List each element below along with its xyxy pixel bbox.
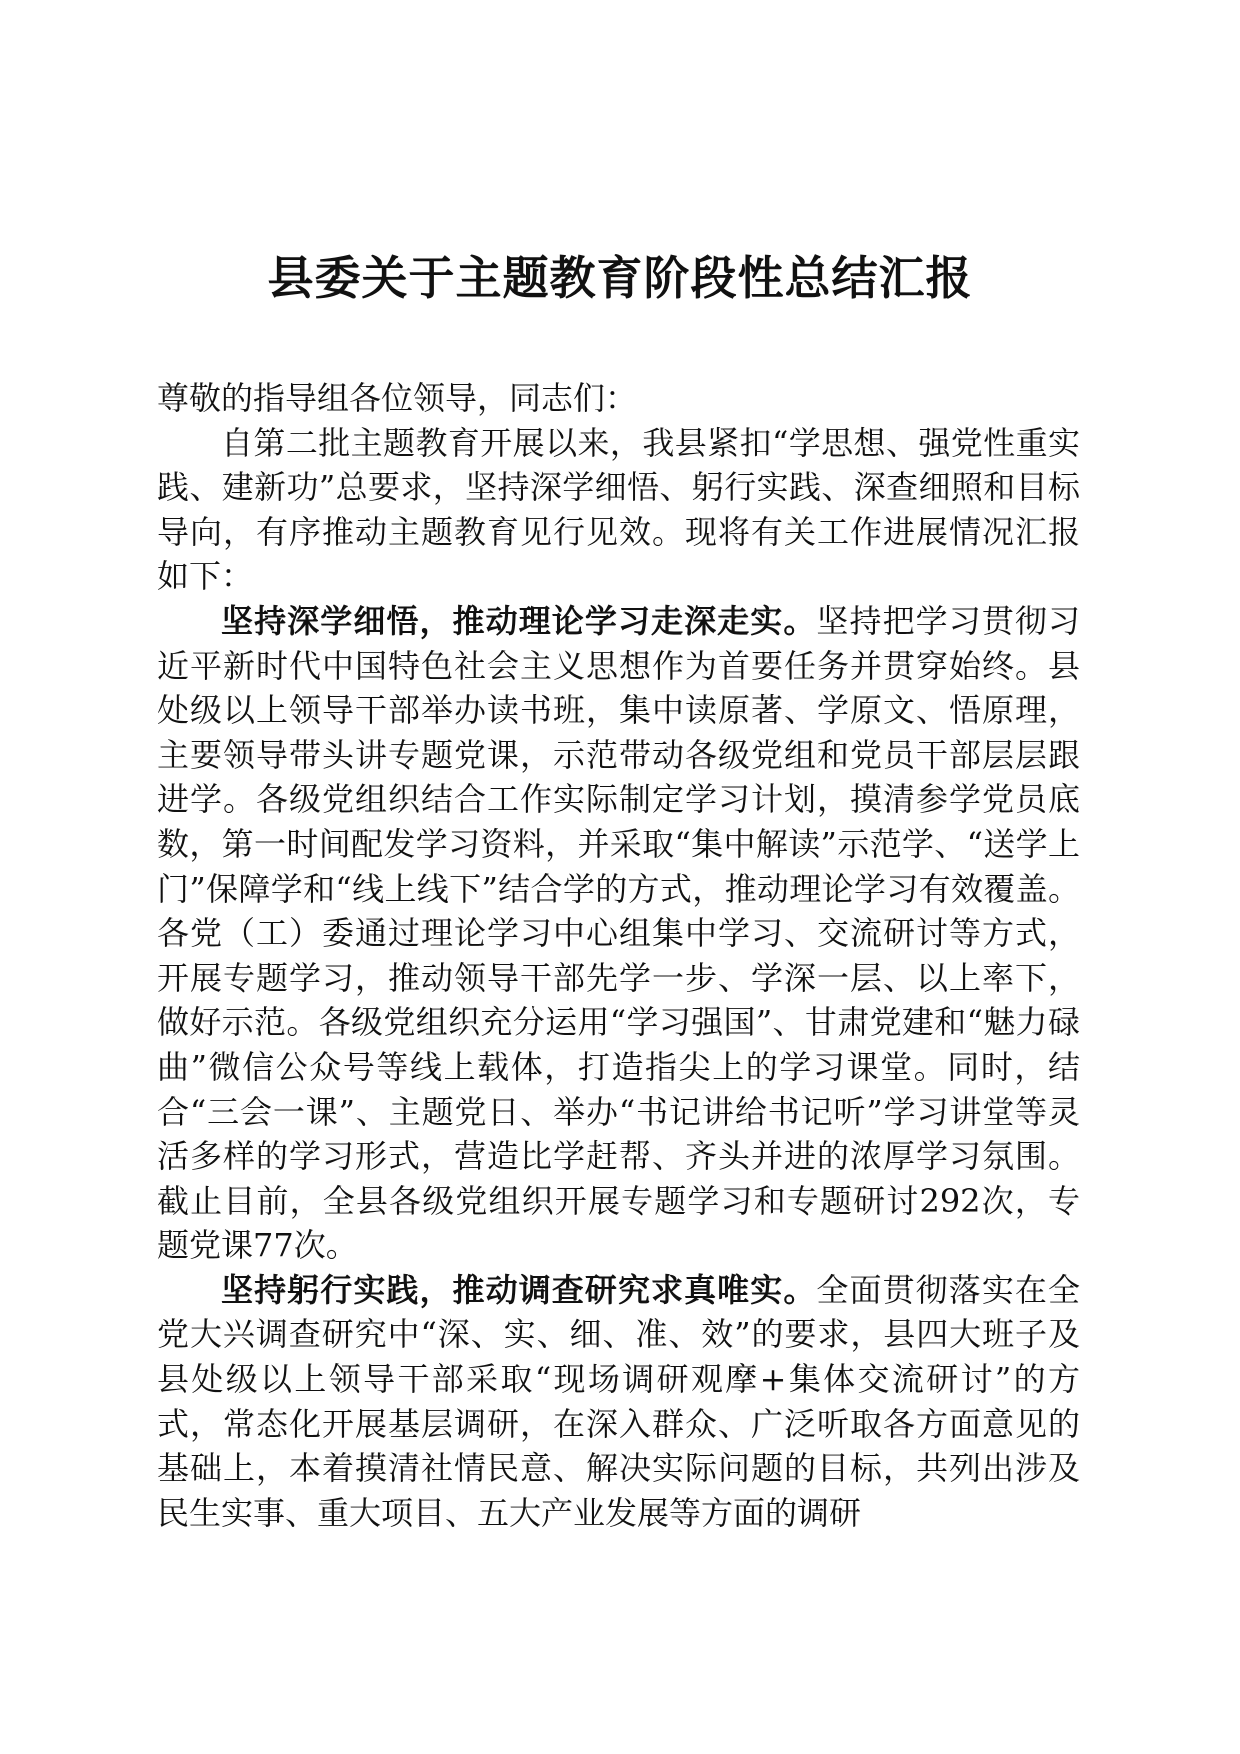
document-body <box>157 376 1080 1535</box>
paragraph-intro <box>157 421 1080 599</box>
paragraph-text: 坚持把学习贯彻习近平新时代中国特色社会主义思想作为首要任务并贯穿始终。县处级以上领导干部举办读书班，集中读原著、学原文、悟原理，主要领导带头讲专题党课，示范带动各级党组和党员干部层层跟进学。各级党组织结合工作实际制定学习计划，摸清参学党员底数，第一时间配发学习资料，并采取“集中解读”示范学、“送学上门”保障学和“线上线下”结合学的方式，推动理论学习有效覆盖。各党（工）委通过理论学习中心组集中学习、交流研讨等方式，开展专题学习，推动领导干部先学一步、学深一层、以上率下，做好示范。各级党组织充分运用“学习强国”、甘肃党建和“魅力碌曲”微信公众号等线上载体，打造指尖上的学习课堂。同时，结合“三会一课”、主题党日、举办“书记讲给书记听”学习讲堂等灵活多样的学习形式，营造比学赶帮、齐头并进的浓厚学习氛围。截止目前，全县各级党组织开展专题学习和专题研讨292次，专题党课77次。 <box>157 601 1080 1265</box>
paragraph-lead-heading: 坚持躬行实践，推动调查研究求真唯实。 <box>221 1270 817 1309</box>
paragraph-text: 全面贯彻落实在全党大兴调查研究中“深、实、细、准、效”的要求，县四大班子及县处级以上领导干部采取“现场调研观摩+集体交流研讨”的方式，常态化开展基层调研，在深入群众、广泛听取各方面意见的基础上，本着摸清社情民意、解决实际问题的目标，共列出涉及民生实事、重大项目、五大产业发展等方面的调研 <box>157 1270 1080 1532</box>
salutation: 尊敬的指导组各位领导，同志们： <box>157 379 638 417</box>
paragraph-theory-study <box>157 599 1080 1268</box>
paragraph-text: 自第二批主题教育开展以来，我县紧扣“学思想、强党性重实践、建新功”总要求，坚持深学细悟、躬行实践、深查细照和目标导向，有序推动主题教育见行见效。现将有关工作进展情况汇报如下： <box>157 423 1080 596</box>
paragraph-research-practice <box>157 1268 1080 1536</box>
paragraph-lead-heading: 坚持深学细悟，推动理论学习走深走实。 <box>221 601 817 640</box>
document-title: 县委关于主题教育阶段性总结汇报 <box>267 251 973 305</box>
